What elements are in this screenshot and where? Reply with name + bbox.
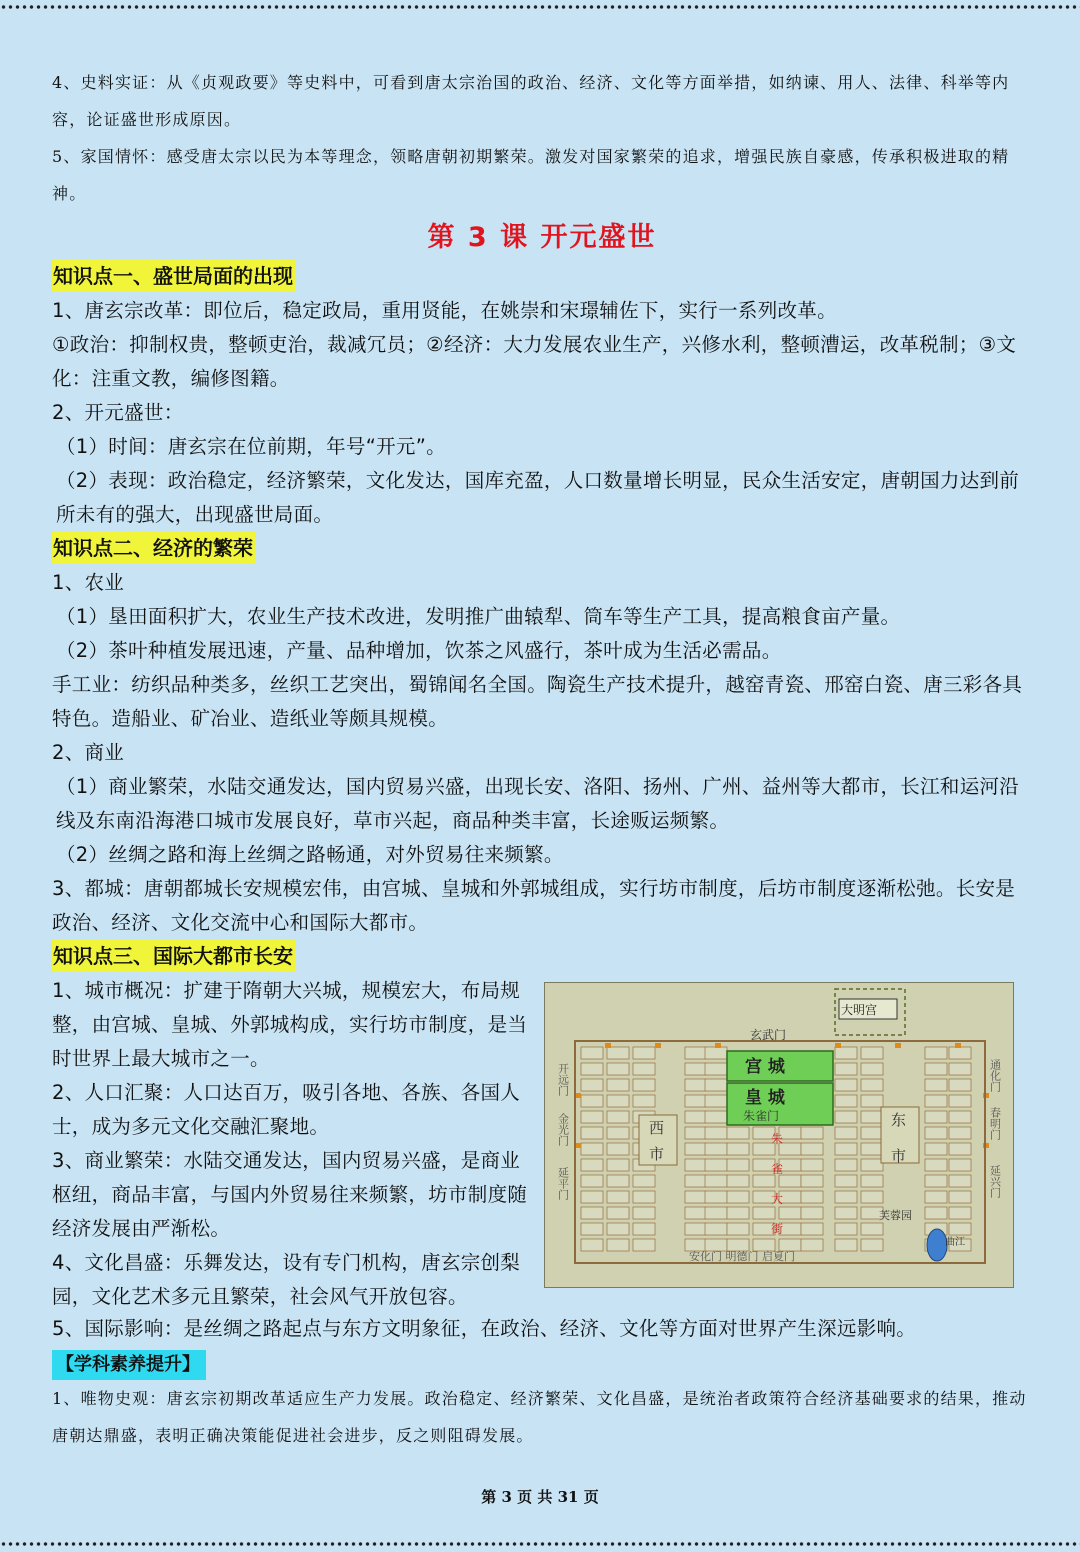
east-market-label-2: 市 bbox=[891, 1147, 907, 1165]
ward-block bbox=[705, 1095, 727, 1107]
gate-marker bbox=[655, 1043, 661, 1048]
ward-block bbox=[727, 1223, 749, 1235]
ward-block bbox=[753, 1207, 775, 1219]
ward-block bbox=[925, 1095, 947, 1107]
ward-block bbox=[861, 1143, 883, 1155]
ward-block bbox=[685, 1175, 707, 1187]
ward-block bbox=[607, 1063, 629, 1075]
gate-marker bbox=[835, 1043, 841, 1048]
chunmingmen-label: 春明门 bbox=[988, 1107, 1002, 1140]
ward-block bbox=[801, 1191, 823, 1203]
ward-block bbox=[607, 1159, 629, 1171]
ward-block bbox=[949, 1095, 971, 1107]
ward-block bbox=[705, 1191, 727, 1203]
kp3-line-5: 5、国际影响：是丝绸之路起点与东方文明象征，在政治、经济、文化等方面对世界产生深远影响。 bbox=[52, 1317, 917, 1340]
ward-block bbox=[607, 1223, 629, 1235]
ward-block bbox=[949, 1175, 971, 1187]
ward-block bbox=[581, 1223, 603, 1235]
ward-block bbox=[949, 1079, 971, 1091]
ward-block bbox=[861, 1159, 883, 1171]
xuanwumen-label: 玄武门 bbox=[750, 1028, 787, 1042]
kp3-line: 4、文化昌盛：乐舞发达，设有专门机构，唐玄宗创梨园，文化艺术多元且繁荣，社会风气开放包容。 bbox=[52, 1251, 521, 1308]
qujiang-pond bbox=[927, 1229, 947, 1261]
knowledge-point-1-heading: 知识点一、盛世局面的出现 bbox=[52, 260, 295, 292]
ward-block bbox=[633, 1191, 655, 1203]
ward-block bbox=[705, 1175, 727, 1187]
ward-block bbox=[685, 1207, 707, 1219]
ward-block bbox=[607, 1079, 629, 1091]
ward-block bbox=[705, 1207, 727, 1219]
ward-block bbox=[581, 1239, 603, 1251]
ward-block bbox=[685, 1159, 707, 1171]
ward-block bbox=[607, 1191, 629, 1203]
ward-block bbox=[607, 1111, 629, 1123]
ward-block bbox=[581, 1191, 603, 1203]
ward-block bbox=[581, 1175, 603, 1187]
kp3-line: 2、人口汇聚：人口达百万，吸引各地、各族、各国人士，成为多元文化交融汇聚地。 bbox=[52, 1081, 521, 1138]
ward-block bbox=[727, 1159, 749, 1171]
avenue-char: 雀 bbox=[771, 1162, 784, 1176]
intro-paragraph-4: 4、史料实证：从《贞观政要》等史料中，可看到唐太宗治国的政治、经济、文化等方面举措，如纳谏、用人、法律、科举等内容，论证盛世形成原因。 bbox=[52, 73, 1010, 129]
ward-block bbox=[581, 1079, 603, 1091]
ward-block bbox=[835, 1223, 857, 1235]
ward-block bbox=[705, 1047, 727, 1059]
ward-block bbox=[705, 1063, 727, 1075]
tonghuamen-label: 通化门 bbox=[988, 1059, 1002, 1092]
gate-marker bbox=[605, 1043, 611, 1048]
ward-block bbox=[779, 1175, 801, 1187]
ward-block bbox=[607, 1047, 629, 1059]
ward-block bbox=[861, 1095, 883, 1107]
ward-block bbox=[607, 1239, 629, 1251]
ward-block bbox=[925, 1047, 947, 1059]
literacy-paragraph-1: 1、唯物史观：唐玄宗初期改革适应生产力发展。政治稳定、经济繁荣、文化昌盛，是统治者政策符合经济基础要求的结果，推动唐朝达鼎盛，表明正确决策能促进社会进步，反之则阻碍发展。 bbox=[52, 1389, 1027, 1445]
kp1-line: （2）表现：政治稳定，经济繁荣，文化发达，国库充盈，人口数量增长明显，民众生活安定，唐朝国力达到前所未有的强大，出现盛世局面。 bbox=[56, 469, 1020, 526]
ward-block bbox=[949, 1207, 971, 1219]
ward-block bbox=[835, 1063, 857, 1075]
ward-block bbox=[705, 1143, 727, 1155]
ward-block bbox=[581, 1111, 603, 1123]
knowledge-point-3-heading: 知识点三、国际大都市长安 bbox=[52, 940, 295, 972]
imperial-city-label: 皇 城 bbox=[745, 1088, 785, 1108]
ward-block bbox=[925, 1111, 947, 1123]
ward-block bbox=[581, 1143, 603, 1155]
ward-block bbox=[727, 1191, 749, 1203]
ward-block bbox=[861, 1127, 883, 1139]
ward-block bbox=[801, 1127, 823, 1139]
page-footer: 第 3 页 共 31 页 bbox=[481, 1488, 599, 1506]
ward-block bbox=[861, 1223, 883, 1235]
ward-block bbox=[581, 1127, 603, 1139]
yanpingmen-label: 延平门 bbox=[556, 1167, 570, 1200]
ward-block bbox=[581, 1207, 603, 1219]
ward-block bbox=[835, 1191, 857, 1203]
document-page bbox=[52, 64, 1032, 1454]
yanxingmen-label: 延兴门 bbox=[988, 1165, 1002, 1198]
ward-block bbox=[861, 1111, 883, 1123]
ward-block bbox=[685, 1111, 707, 1123]
west-market-label: 西 bbox=[649, 1119, 665, 1137]
jinguangmen-label: 金光门 bbox=[556, 1113, 570, 1146]
ward-block bbox=[727, 1175, 749, 1187]
ward-block bbox=[925, 1127, 947, 1139]
ward-block bbox=[607, 1175, 629, 1187]
ward-block bbox=[607, 1095, 629, 1107]
ward-block bbox=[925, 1207, 947, 1219]
ward-block bbox=[685, 1047, 707, 1059]
ward-block bbox=[835, 1175, 857, 1187]
ward-block bbox=[705, 1111, 727, 1123]
ward-block bbox=[705, 1127, 727, 1139]
ward-block bbox=[835, 1207, 857, 1219]
ward-block bbox=[835, 1095, 857, 1107]
kaiyuanmen-label: 开远门 bbox=[556, 1063, 570, 1096]
intro-paragraph-5: 5、家国情怀：感受唐太宗以民为本等理念，领略唐朝初期繁荣。激发对国家繁荣的追求，增强民族自豪感，传承积极进取的精神。 bbox=[52, 147, 1010, 203]
ward-block bbox=[705, 1223, 727, 1235]
ward-block bbox=[685, 1063, 707, 1075]
ward-block bbox=[727, 1143, 749, 1155]
ward-block bbox=[949, 1111, 971, 1123]
ward-block bbox=[861, 1239, 883, 1251]
ward-block bbox=[633, 1223, 655, 1235]
kp3-text-column bbox=[52, 974, 532, 1314]
kp2-line: （2）丝绸之路和海上丝绸之路畅通，对外贸易往来频繁。 bbox=[56, 843, 564, 866]
east-gates bbox=[989, 1059, 1002, 1199]
gate-marker bbox=[955, 1043, 961, 1048]
ward-block bbox=[801, 1223, 823, 1235]
zhuquemen-label: 朱雀门 bbox=[743, 1109, 780, 1123]
ward-block bbox=[949, 1143, 971, 1155]
ward-block bbox=[801, 1175, 823, 1187]
ward-block bbox=[633, 1095, 655, 1107]
ward-block bbox=[685, 1095, 707, 1107]
ward-block bbox=[949, 1191, 971, 1203]
ward-block bbox=[801, 1207, 823, 1219]
qujiang-label: 曲江 bbox=[945, 1237, 965, 1248]
kp3-line: 3、商业繁荣：水陆交通发达，国内贸易兴盛，是商业枢纽，商品丰富，与国内外贸易往来频繁，坊市制度随经济发展由严渐松。 bbox=[52, 1149, 528, 1240]
kp2-line: （1）商业繁荣，水陆交通发达，国内贸易兴盛，出现长安、洛阳、扬州、广州、益州等大都市，长江和运河沿线及东南沿海港口城市发展良好，草市兴起，商品种类丰富，长途贩运频繁。 bbox=[56, 775, 1020, 832]
ward-block bbox=[925, 1191, 947, 1203]
ward-block bbox=[925, 1159, 947, 1171]
top-dotted-border bbox=[0, 4, 1080, 10]
ward-block bbox=[685, 1079, 707, 1091]
bottom-dotted-border bbox=[0, 1541, 1080, 1547]
ward-block bbox=[801, 1239, 823, 1251]
ward-block bbox=[861, 1079, 883, 1091]
ward-block bbox=[685, 1127, 707, 1139]
avenue-char: 街 bbox=[771, 1222, 784, 1236]
daminggong-label: 大明宫 bbox=[841, 1003, 878, 1017]
ward-block bbox=[835, 1111, 857, 1123]
ward-block bbox=[633, 1239, 655, 1251]
kp2-line: 3、都城：唐朝都城长安规模宏伟，由宫城、皇城和外郭城组成，实行坊市制度，后坊市制度逐渐松弛。长安是政治、经济、文化交流中心和国际大都市。 bbox=[52, 877, 1016, 934]
ward-block bbox=[861, 1191, 883, 1203]
ward-block bbox=[607, 1207, 629, 1219]
ward-block bbox=[581, 1095, 603, 1107]
kp1-line: ①政治：抑制权贵，整顿吏治，裁减冗员；②经济：大力发展农业生产，兴修水利，整顿漕运，改革税制；③文化：注重文教，编修图籍。 bbox=[52, 333, 1017, 390]
ward-block bbox=[949, 1127, 971, 1139]
ward-block bbox=[779, 1207, 801, 1219]
ward-block bbox=[835, 1159, 857, 1171]
ward-block bbox=[753, 1175, 775, 1187]
avenue-char: 朱 bbox=[771, 1132, 784, 1146]
ward-block bbox=[861, 1063, 883, 1075]
ward-block bbox=[835, 1239, 857, 1251]
ward-block bbox=[727, 1127, 749, 1139]
kp2-line: 2、商业 bbox=[52, 741, 125, 764]
kp2-line: （1）垦田面积扩大，农业生产技术改进，发明推广曲辕犁、筒车等生产工具，提高粮食亩产量。 bbox=[56, 605, 901, 628]
ward-block bbox=[581, 1159, 603, 1171]
ward-block bbox=[835, 1127, 857, 1139]
ward-block bbox=[949, 1223, 971, 1235]
ward-block bbox=[949, 1063, 971, 1075]
ward-block bbox=[633, 1047, 655, 1059]
ward-block bbox=[581, 1047, 603, 1059]
ward-block bbox=[861, 1175, 883, 1187]
east-market-label: 东 bbox=[891, 1111, 907, 1129]
ward-block bbox=[835, 1143, 857, 1155]
ward-block bbox=[727, 1207, 749, 1219]
ward-block bbox=[685, 1191, 707, 1203]
ward-block bbox=[685, 1143, 707, 1155]
ward-block bbox=[607, 1127, 629, 1139]
ward-block bbox=[705, 1159, 727, 1171]
ward-block bbox=[801, 1159, 823, 1171]
kp1-line: 1、唐玄宗改革：即位后，稳定政局，重用贤能，在姚崇和宋璟辅佐下，实行一系列改革。 bbox=[52, 299, 837, 322]
palace-city-label: 宫 城 bbox=[745, 1057, 785, 1077]
ward-block bbox=[633, 1079, 655, 1091]
kp3-line: 1、城市概况：扩建于隋朝大兴城，规模宏大，布局规整，由宫城、皇城、外郭城构成，实行坊市制度，是当时世界上最大城市之一。 bbox=[52, 979, 528, 1070]
ward-block bbox=[925, 1175, 947, 1187]
changan-city-map bbox=[544, 982, 1014, 1288]
ward-block bbox=[949, 1159, 971, 1171]
furongyuan-label: 芙蓉园 bbox=[879, 1209, 912, 1222]
ward-block bbox=[633, 1175, 655, 1187]
ward-block bbox=[925, 1079, 947, 1091]
kp3-two-column bbox=[52, 974, 1032, 1312]
ward-block bbox=[925, 1063, 947, 1075]
kp2-line: 手工业：纺织品种类多，丝织工艺突出，蜀锦闻名全国。陶瓷生产技术提升，越窑青瓷、邢窑白瓷、唐三彩各具特色。造船业、矿冶业、造纸业等颇具规模。 bbox=[52, 673, 1023, 730]
ward-block bbox=[861, 1047, 883, 1059]
ward-block bbox=[949, 1047, 971, 1059]
kp1-line: 2、开元盛世： bbox=[52, 401, 184, 424]
south-gates-label: 安化门 明德门 启夏门 bbox=[689, 1250, 795, 1263]
literacy-badge: 【学科素养提升】 bbox=[52, 1350, 206, 1380]
ward-block bbox=[581, 1063, 603, 1075]
avenue-char: 大 bbox=[771, 1192, 784, 1206]
ward-block bbox=[705, 1079, 727, 1091]
ward-block bbox=[801, 1143, 823, 1155]
ward-block bbox=[925, 1143, 947, 1155]
gate-marker bbox=[895, 1043, 901, 1048]
kp2-line: 1、农业 bbox=[52, 571, 125, 594]
ward-block bbox=[633, 1207, 655, 1219]
kp1-line: （1）时间：唐玄宗在位前期，年号“开元”。 bbox=[56, 435, 446, 458]
ward-block bbox=[607, 1143, 629, 1155]
ward-block bbox=[835, 1047, 857, 1059]
gate-marker bbox=[715, 1043, 721, 1048]
lesson-title: 第 3 课 开元盛世 bbox=[427, 222, 657, 253]
west-gates bbox=[557, 1063, 570, 1201]
ward-block bbox=[835, 1079, 857, 1091]
ward-block bbox=[633, 1063, 655, 1075]
west-market-label-2: 市 bbox=[649, 1145, 665, 1163]
ward-block bbox=[685, 1223, 707, 1235]
knowledge-point-2-heading: 知识点二、经济的繁荣 bbox=[52, 532, 255, 564]
kp2-line: （2）茶叶种植发展迅速，产量、品种增加，饮茶之风盛行，茶叶成为生活必需品。 bbox=[56, 639, 782, 662]
